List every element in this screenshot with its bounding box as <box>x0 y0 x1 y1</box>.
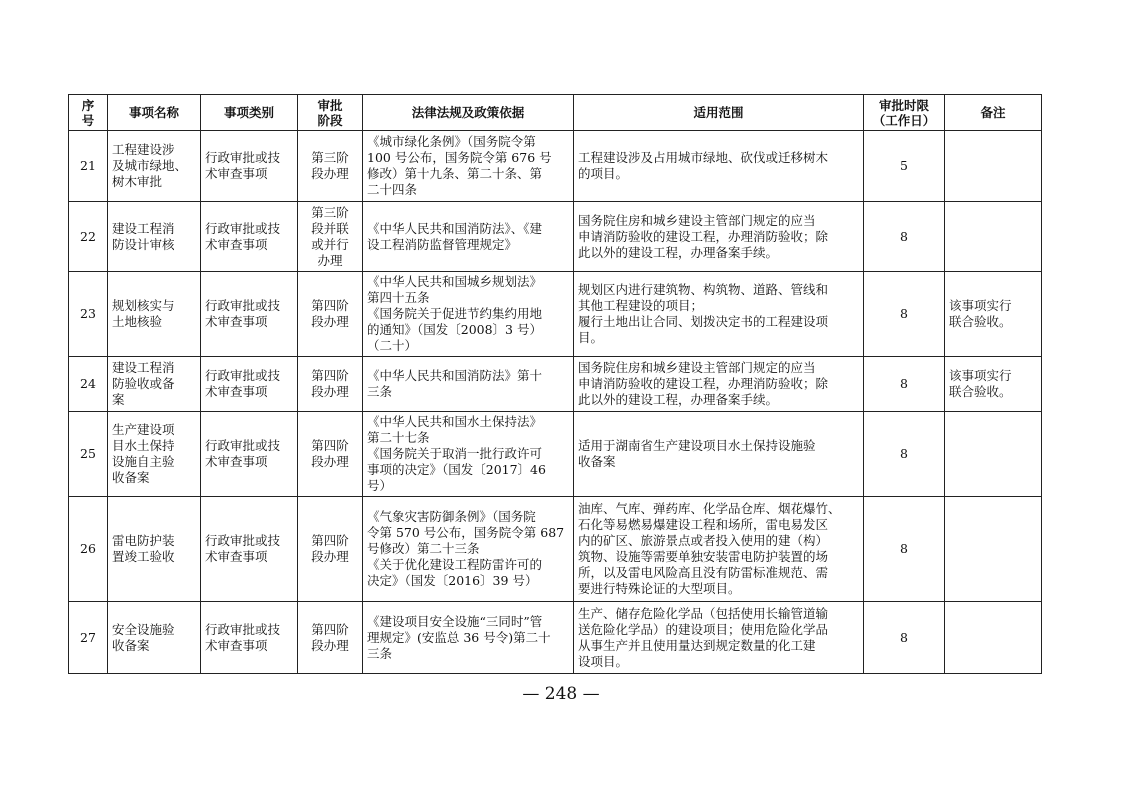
cell-scope: 工程建设涉及占用城市绿地、砍伐或迁移树木 的项目。 <box>574 131 864 202</box>
cell-seq: 25 <box>69 412 108 497</box>
cell-item-name: 建设工程消 防设计审核 <box>108 202 201 272</box>
cell-seq: 23 <box>69 272 108 357</box>
header-stage: 审批 阶段 <box>298 95 363 131</box>
cell-item-type: 行政审批或技 术审查事项 <box>201 131 298 202</box>
cell-legal-basis: 《建设项目安全设施“三同时”管 理规定》(安监总 36 号令)第二十 三条 <box>363 602 574 674</box>
cell-item-name: 工程建设涉 及城市绿地、 树木审批 <box>108 131 201 202</box>
table-row <box>69 357 1042 412</box>
cell-legal-basis: 《中华人民共和国消防法》第十 三条 <box>363 357 574 412</box>
cell-seq: 21 <box>69 131 108 202</box>
table-row <box>69 602 1042 674</box>
cell-scope: 国务院住房和城乡建设主管部门规定的应当 申请消防验收的建设工程，办理消防验收；除 此以外的建设工程，办理备案手续。 <box>574 357 864 412</box>
table-row <box>69 497 1042 602</box>
cell-item-type: 行政审批或技 术审查事项 <box>201 497 298 602</box>
cell-scope: 规划区内进行建筑物、构筑物、道路、管线和 其他工程建设的项目； 履行土地出让合同、划拨决定书的工程建设项 目。 <box>574 272 864 357</box>
header-days: 审批时限 （工作日） <box>864 95 945 131</box>
cell-remark <box>945 131 1042 202</box>
cell-remark: 该事项实行 联合验收。 <box>945 357 1042 412</box>
cell-remark <box>945 497 1042 602</box>
header-remark: 备注 <box>945 95 1042 131</box>
cell-days: 8 <box>864 272 945 357</box>
page-number: — 248 — <box>522 684 600 704</box>
cell-remark <box>945 412 1042 497</box>
header-scope: 适用范围 <box>574 95 864 131</box>
cell-days: 8 <box>864 202 945 272</box>
table-row <box>69 202 1042 272</box>
cell-stage: 第三阶 段并联 或并行 办理 <box>298 202 363 272</box>
cell-days: 8 <box>864 497 945 602</box>
cell-stage: 第四阶 段办理 <box>298 497 363 602</box>
cell-legal-basis: 《城市绿化条例》（国务院令第 100 号公布，国务院令第 676 号 修改）第十九条、第二十条、第 二十四条 <box>363 131 574 202</box>
header-basis: 法律法规及政策依据 <box>363 95 574 131</box>
cell-seq: 24 <box>69 357 108 412</box>
cell-days: 8 <box>864 357 945 412</box>
cell-seq: 27 <box>69 602 108 674</box>
cell-scope: 适用于湖南省生产建设项目水土保持设施验 收备案 <box>574 412 864 497</box>
cell-legal-basis: 《中华人民共和国水土保持法》 第二十七条 《国务院关于取消一批行政许可 事项的决定》（国发〔2017〕46 号） <box>363 412 574 497</box>
cell-item-name: 雷电防护装 置竣工验收 <box>108 497 201 602</box>
cell-scope: 生产、储存危险化学品（包括使用长输管道输 送危险化学品）的建设项目；使用危险化学品 从事生产并且使用量达到规定数量的化工建 设项目。 <box>574 602 864 674</box>
cell-seq: 26 <box>69 497 108 602</box>
cell-scope: 油库、气库、弹药库、化学品仓库、烟花爆竹、 石化等易燃易爆建设工程和场所，雷电易发区 内的矿区、旅游景点或者投入使用的建（构） 筑物、设施等需要单独安装雷电防护装置的场 所，以及雷电风险高且没有防雷标准规范、需 要进行特殊论证的大型项目。 <box>574 497 864 602</box>
cell-days: 8 <box>864 412 945 497</box>
cell-stage: 第四阶 段办理 <box>298 272 363 357</box>
cell-legal-basis: 《中华人民共和国城乡规划法》 第四十五条 《国务院关于促进节约集约用地 的通知》（国发〔2008〕3 号） （二十） <box>363 272 574 357</box>
cell-legal-basis: 《气象灾害防御条例》（国务院 令第 570 号公布，国务院令第 687 号修改）第二十三条 《关于优化建设工程防雷许可的 决定》（国发〔2016〕39 号） <box>363 497 574 602</box>
cell-stage: 第三阶 段办理 <box>298 131 363 202</box>
cell-item-type: 行政审批或技 术审查事项 <box>201 357 298 412</box>
cell-item-name: 建设工程消 防验收或备 案 <box>108 357 201 412</box>
table-row <box>69 412 1042 497</box>
cell-remark: 该事项实行 联合验收。 <box>945 272 1042 357</box>
cell-stage: 第四阶 段办理 <box>298 412 363 497</box>
table-row <box>69 131 1042 202</box>
cell-stage: 第四阶 段办理 <box>298 357 363 412</box>
cell-item-type: 行政审批或技 术审查事项 <box>201 412 298 497</box>
cell-item-type: 行政审批或技 术审查事项 <box>201 202 298 272</box>
header-type: 事项类别 <box>201 95 298 131</box>
cell-item-type: 行政审批或技 术审查事项 <box>201 272 298 357</box>
header-name: 事项名称 <box>108 95 201 131</box>
cell-legal-basis: 《中华人民共和国消防法》、《建 设工程消防监督管理规定》 <box>363 202 574 272</box>
cell-scope: 国务院住房和城乡建设主管部门规定的应当 申请消防验收的建设工程，办理消防验收；除 此以外的建设工程，办理备案手续。 <box>574 202 864 272</box>
cell-seq: 22 <box>69 202 108 272</box>
table-header-row <box>69 95 1042 131</box>
header-seq: 序 号 <box>69 95 108 131</box>
cell-item-name: 生产建设项 目水土保持 设施自主验 收备案 <box>108 412 201 497</box>
cell-item-type: 行政审批或技 术审查事项 <box>201 602 298 674</box>
approval-items-table <box>68 94 1042 674</box>
cell-remark <box>945 202 1042 272</box>
cell-item-name: 规划核实与 土地核验 <box>108 272 201 357</box>
cell-item-name: 安全设施验 收备案 <box>108 602 201 674</box>
cell-days: 5 <box>864 131 945 202</box>
cell-remark <box>945 602 1042 674</box>
cell-stage: 第四阶 段办理 <box>298 602 363 674</box>
table-row <box>69 272 1042 357</box>
cell-days: 8 <box>864 602 945 674</box>
